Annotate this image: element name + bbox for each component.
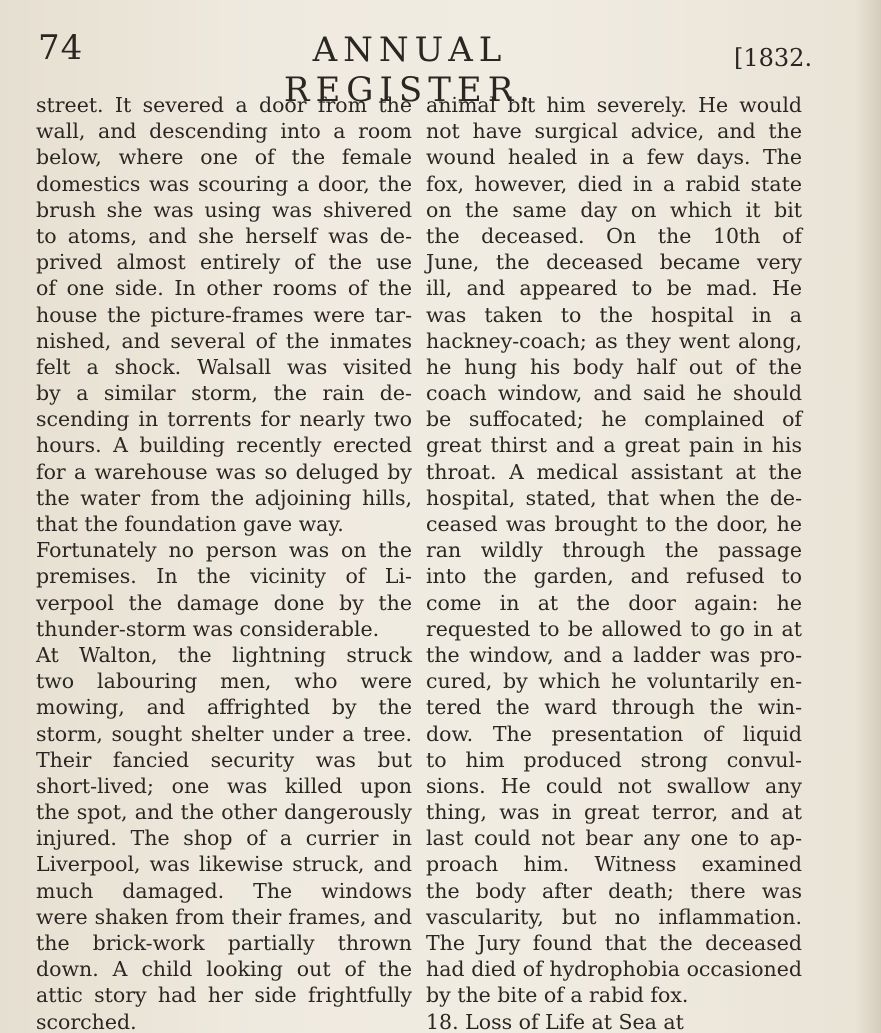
text-line: dow. The presentation of liquid: [426, 721, 802, 746]
text-line: The Jury found that the deceased: [426, 931, 802, 955]
text-line: he hung his body half out of the: [426, 354, 802, 379]
text-line: cured, by which he voluntarily en-: [426, 669, 802, 694]
text-line: thing, was in great terror, and at: [426, 800, 802, 825]
text-line: the window, and a ladder was pro-: [426, 642, 802, 667]
text-line: mowing, and affrighted by the: [36, 695, 412, 720]
left-column: [36, 92, 412, 1033]
text-line: proach him. Witness examined: [426, 852, 802, 877]
text-line: not have surgical advice, and the: [426, 119, 802, 144]
text-line: house the picture-frames were tar-: [36, 302, 412, 327]
text-line: for a warehouse was so deluged by: [36, 459, 412, 484]
text-line: that the foundation gave way.: [36, 512, 344, 536]
text-line: ran wildly through the passage: [426, 538, 802, 563]
text-line: by a similar storm, the rain de-: [36, 381, 412, 406]
text-line: hours. A building recently erected: [36, 433, 412, 458]
running-title: ANNUAL REGISTER.: [283, 30, 537, 110]
year-marker: [1832.: [734, 44, 813, 72]
page-edge-shadow: [855, 0, 881, 1033]
text-line: the body after death; there was: [426, 878, 802, 903]
text-line: Liverpool, was likewise struck, and: [36, 852, 412, 877]
text-line: had died of hydrophobia occasioned: [426, 957, 802, 982]
right-column: [426, 92, 802, 1033]
text-line: throat. A medical assistant at the: [426, 459, 802, 484]
text-line: the deceased. On the 10th of: [426, 223, 802, 248]
text-line: vascularity, but no inflammation.: [426, 904, 802, 929]
text-line: wound healed in a few days. The: [426, 145, 802, 170]
text-line: were shaken from their frames, and: [36, 904, 412, 929]
text-line: tered the ward through the win-: [426, 695, 802, 720]
text-line: short-lived; one was killed upon: [36, 773, 412, 798]
page-number: 74: [38, 28, 84, 68]
text-line: Their fancied security was but: [36, 747, 412, 772]
text-line: the brick-work partially thrown: [36, 931, 412, 955]
text-line: ceased was brought to the door, he: [426, 512, 802, 536]
text-line: street. It severed a door from the: [36, 93, 412, 117]
text-line: scending in torrents for nearly two: [36, 407, 412, 432]
text-line: 18. Loss of Life at Sea at: [426, 1009, 684, 1033]
text-line: by the bite of a rabid fox.: [426, 983, 689, 1008]
text-line: two labouring men, who were: [36, 669, 412, 694]
text-line: much damaged. The windows: [36, 878, 412, 903]
text-line: Fortunately no person was on the: [36, 538, 412, 563]
text-line: into the garden, and refused to: [426, 564, 802, 589]
text-line: thunder-storm was considerable.: [36, 616, 380, 641]
text-line: be suffocated; he complained of: [426, 407, 802, 432]
text-line: injured. The shop of a currier in: [36, 826, 412, 851]
text-line: hackney-coach; as they went along,: [426, 328, 802, 353]
text-line: sions. He could not swallow any: [426, 773, 802, 798]
text-line: felt a shock. Walsall was visited: [36, 354, 412, 379]
text-line: brush she was using was shivered: [36, 197, 412, 222]
text-line: great thirst and a great pain in his: [426, 433, 802, 458]
text-line: prived almost entirely of the use: [36, 250, 412, 275]
text-line: the spot, and the other dangerously: [36, 800, 412, 825]
text-line: June, the deceased became very: [426, 250, 802, 275]
text-line: attic story had her side frightfully: [36, 983, 412, 1008]
text-line: ill, and appeared to be mad. He: [426, 276, 802, 301]
text-line: was taken to the hospital in a: [426, 302, 802, 327]
text-line: scorched.: [36, 1009, 137, 1033]
text-line: the water from the adjoining hills,: [36, 485, 412, 510]
text-line: wall, and descending into a room: [36, 119, 412, 144]
text-line: to him produced strong convul-: [426, 747, 802, 772]
text-line: below, where one of the female: [36, 145, 412, 170]
text-line: requested to be allowed to go in at: [426, 616, 802, 641]
text-line: last could not bear any one to ap-: [426, 826, 802, 851]
text-line: to atoms, and she herself was de-: [36, 223, 412, 248]
text-line: storm, sought shelter under a tree.: [36, 721, 412, 746]
text-line: on the same day on which it bit: [426, 197, 802, 222]
text-line: At Walton, the lightning struck: [36, 642, 412, 667]
text-line: animal bit him severely. He would: [426, 93, 802, 117]
text-line: fox, however, died in a rabid state: [426, 171, 802, 196]
text-line: coach window, and said he should: [426, 381, 802, 406]
text-line: premises. In the vicinity of Li-: [36, 564, 412, 589]
text-line: domestics was scouring a door, the: [36, 171, 412, 196]
text-line: of one side. In other rooms of the: [36, 276, 412, 301]
text-line: down. A child looking out of the: [36, 957, 412, 982]
text-line: come in at the door again: he: [426, 590, 802, 615]
text-line: hospital, stated, that when the de-: [426, 485, 802, 510]
text-line: nished, and several of the inmates: [36, 328, 412, 353]
text-line: verpool the damage done by the: [36, 590, 412, 615]
